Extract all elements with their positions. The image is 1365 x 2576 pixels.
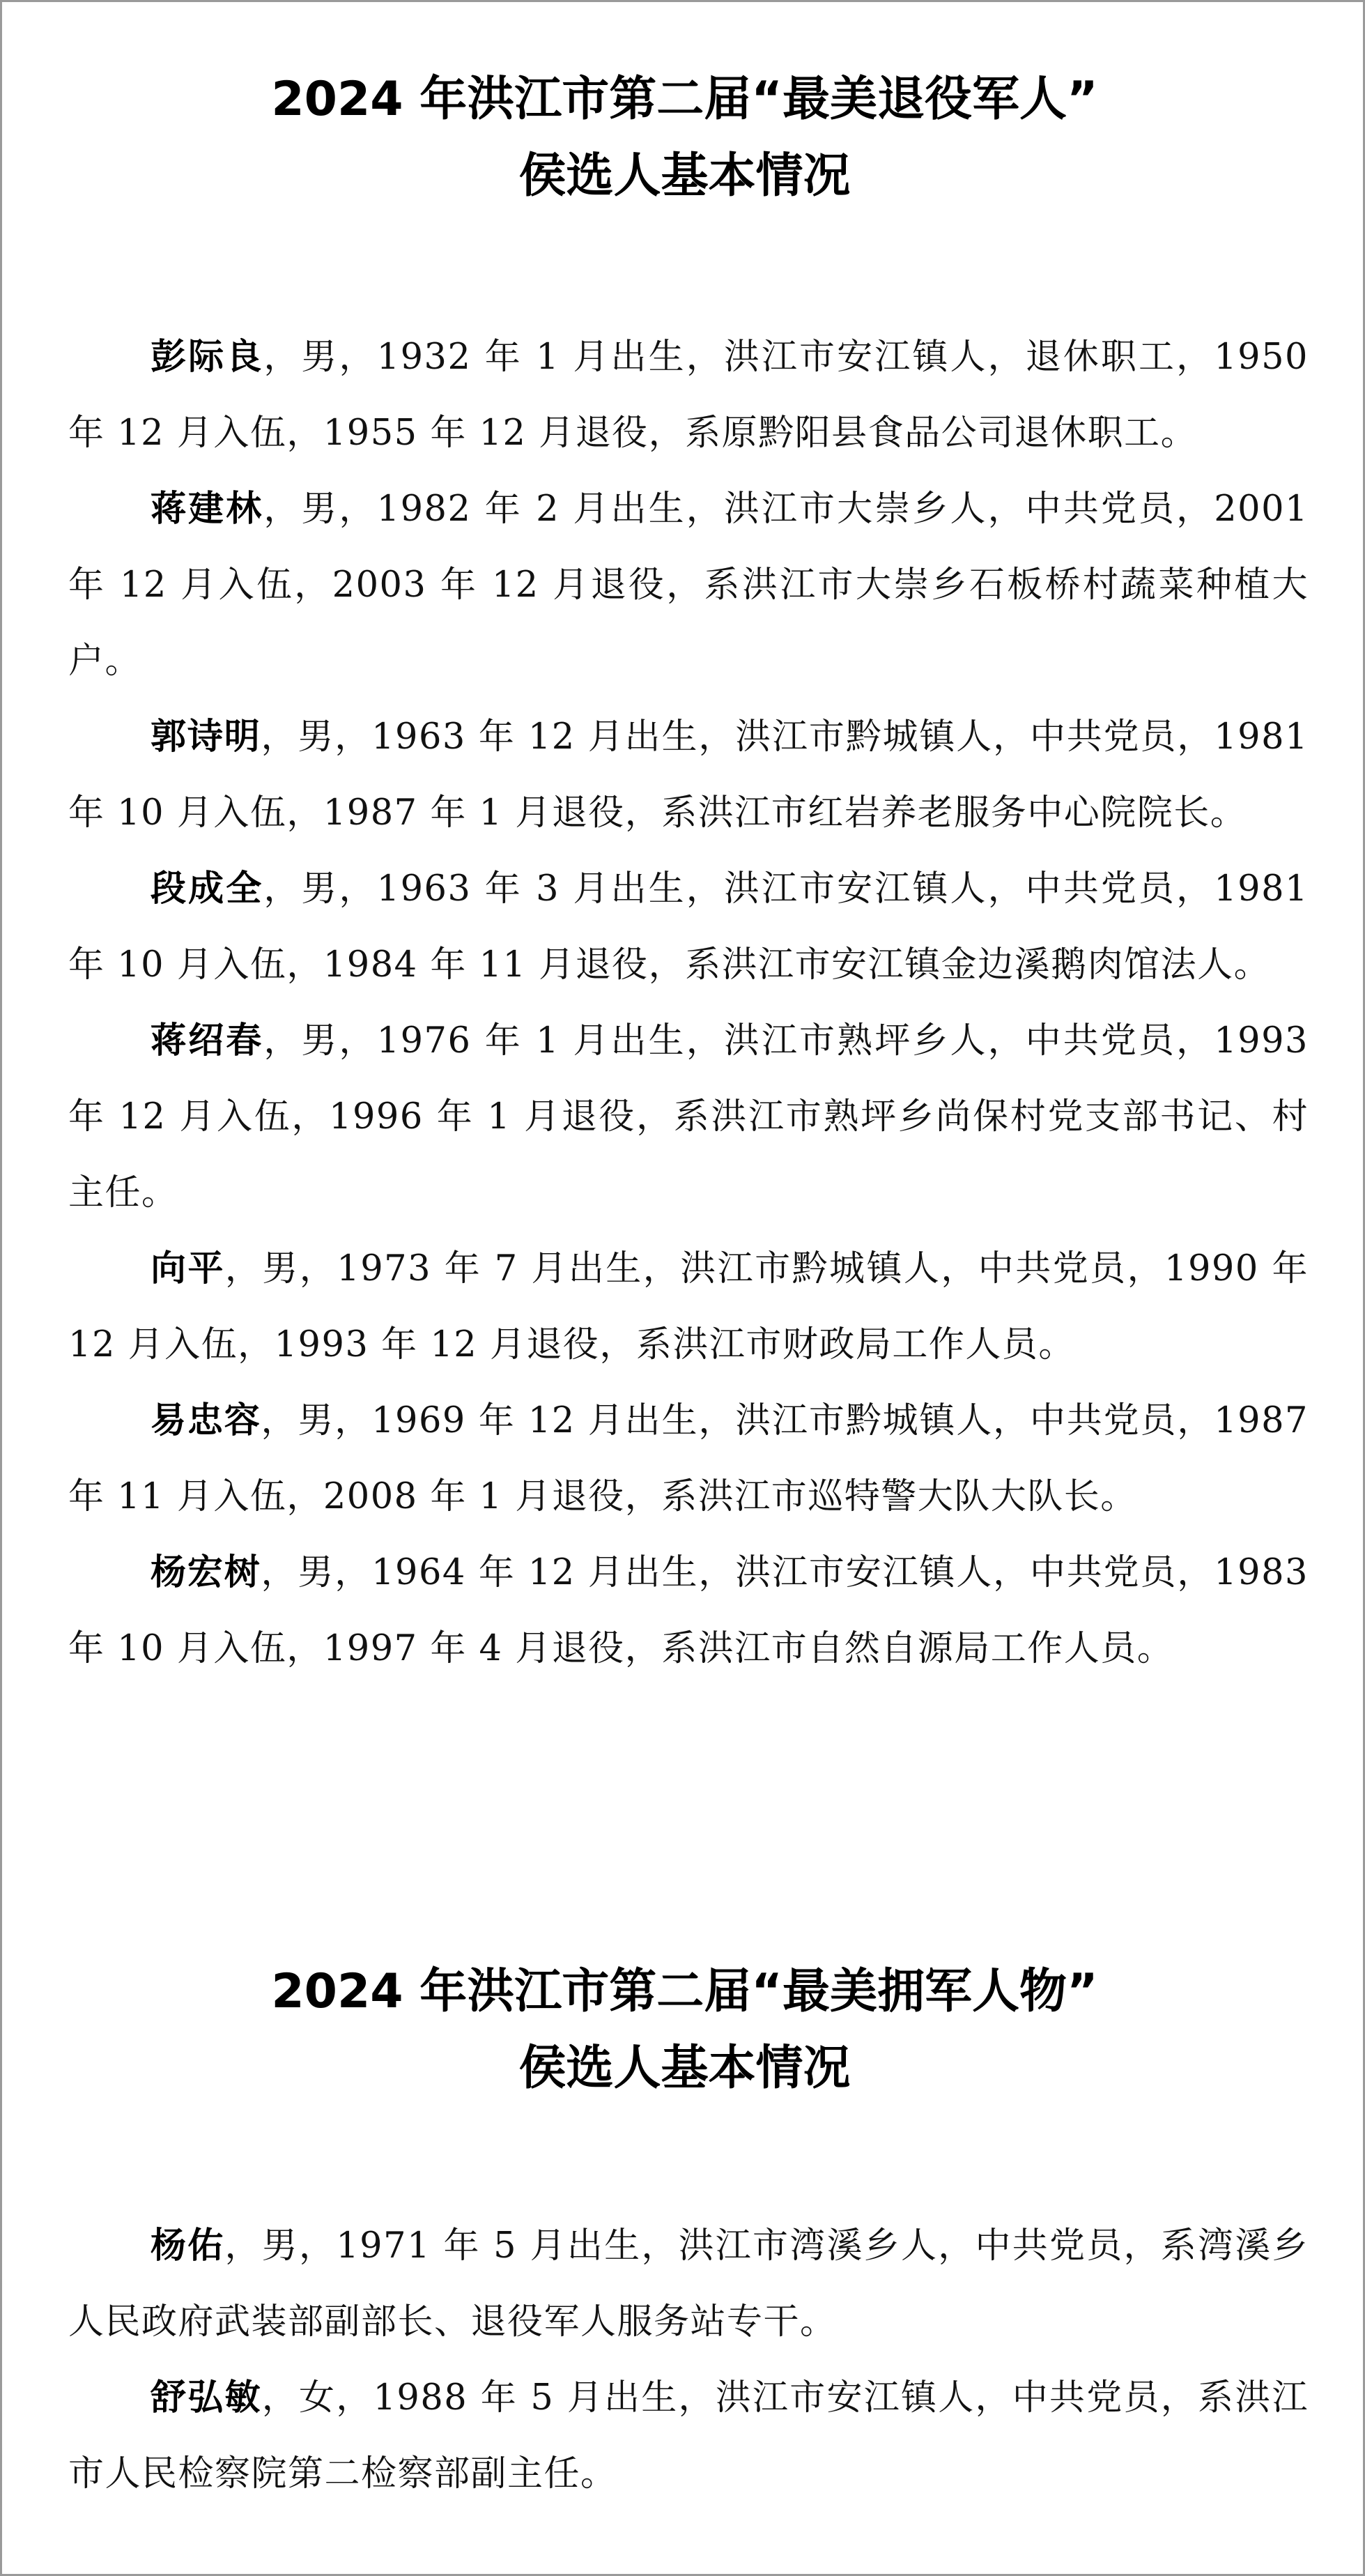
section-title-line1: 2024 年洪江市第二届“最美拥军人物”	[271, 1964, 1098, 2019]
candidate-entry	[68, 1535, 1309, 1687]
candidate-entry	[68, 2208, 1309, 2360]
section-supporters-title	[2, 1954, 1365, 2107]
section-veterans-title	[2, 61, 1365, 215]
section-title-line1: 2024 年洪江市第二届“最美退役军人”	[271, 72, 1098, 127]
candidate-name: 易忠容	[151, 1400, 261, 1441]
candidate-entry	[68, 1231, 1309, 1383]
candidate-details: ，男，1976 年 1 月出生，洪江市熟坪乡人，中共党员，1993 年 12 月入伍，1996 年 1 月退役，系洪江市熟坪乡尚保村党支部书记、村主任。	[68, 1020, 1309, 1213]
candidate-entry	[68, 471, 1309, 699]
candidate-name: 舒弘敏	[151, 2377, 262, 2418]
candidate-details: ，男，1982 年 2 月出生，洪江市大崇乡人，中共党员，2001 年 12 月入伍，2003 年 12 月退役，系洪江市大崇乡石板桥村蔬菜种植大户。	[68, 489, 1309, 682]
candidate-name: 郭诗明	[151, 716, 261, 758]
candidate-entry	[68, 2360, 1309, 2512]
candidate-entry	[68, 699, 1309, 851]
candidate-name: 向平	[151, 1248, 225, 1289]
supporters-candidate-list	[68, 2208, 1309, 2512]
section-title-line2: 侯选人基本情况	[518, 2041, 851, 2096]
section-title-line2: 侯选人基本情况	[518, 148, 851, 204]
candidate-name: 杨佑	[151, 2225, 225, 2267]
candidate-entry	[68, 1003, 1309, 1231]
candidate-details: ，男，1971 年 5 月出生，洪江市湾溪乡人，中共党员，系湾溪乡人民政府武装部副部长、退役军人服务站专干。	[68, 2225, 1309, 2343]
candidate-details: ，男，1963 年 3 月出生，洪江市安江镇人，中共党员，1981 年 10 月入伍，1984 年 11 月退役，系洪江市安江镇金边溪鹅肉馆法人。	[68, 868, 1309, 986]
candidate-name: 段成全	[151, 868, 264, 910]
candidate-name: 蒋建林	[151, 489, 264, 530]
candidate-details: ，女，1988 年 5 月出生，洪江市安江镇人，中共党员，系洪江市人民检察院第二检察部副主任。	[68, 2377, 1309, 2494]
candidate-details: ，男，1973 年 7 月出生，洪江市黔城镇人，中共党员，1990 年 12 月入伍，1993 年 12 月退役，系洪江市财政局工作人员。	[68, 1248, 1309, 1365]
candidate-details: ，男，1964 年 12 月出生，洪江市安江镇人，中共党员，1983 年 10 月入伍，1997 年 4 月退役，系洪江市自然自源局工作人员。	[68, 1552, 1309, 1669]
candidate-details: ，男，1969 年 12 月出生，洪江市黔城镇人，中共党员，1987 年 11 月入伍，2008 年 1 月退役，系洪江市巡特警大队大队长。	[68, 1400, 1309, 1517]
candidate-entry	[68, 851, 1309, 1003]
candidate-entry	[68, 319, 1309, 471]
candidate-name: 彭际良	[151, 337, 264, 378]
veterans-candidate-list	[68, 319, 1309, 1687]
candidate-name: 杨宏树	[151, 1552, 261, 1593]
candidate-entry	[68, 1383, 1309, 1535]
candidate-details: ，男，1963 年 12 月出生，洪江市黔城镇人，中共党员，1981 年 10 月入伍，1987 年 1 月退役，系洪江市红岩养老服务中心院院长。	[68, 716, 1309, 834]
candidate-details: ，男，1932 年 1 月出生，洪江市安江镇人，退休职工，1950 年 12 月入伍，1955 年 12 月退役，系原黔阳县食品公司退休职工。	[68, 337, 1309, 454]
candidate-name: 蒋绍春	[151, 1020, 264, 1061]
